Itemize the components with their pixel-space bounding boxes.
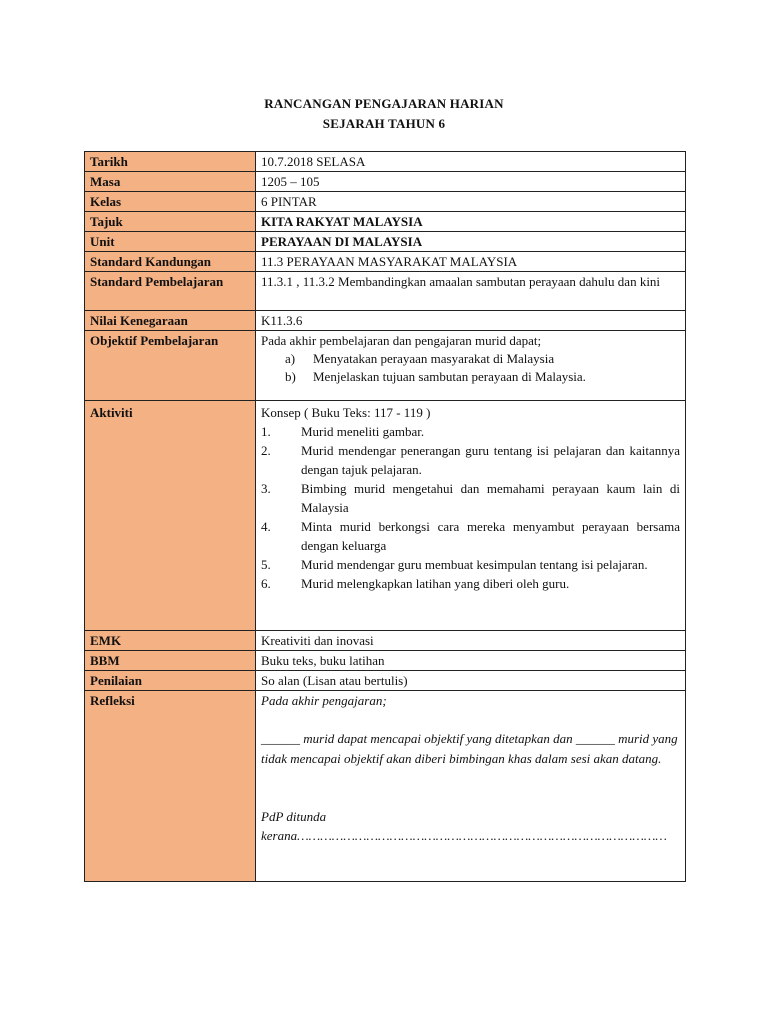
label-tarikh: Tarikh [85,152,256,172]
row-penilaian [85,671,686,691]
row-kelas [85,192,686,212]
row-objektif [85,331,686,401]
value-aktiviti [256,401,686,631]
aktiviti-item [261,441,680,479]
aktiviti-text: Murid melengkapkan latihan yang diberi oleh guru. [301,576,570,591]
aktiviti-text: Murid meneliti gambar. [301,424,425,439]
label-penilaian: Penilaian [85,671,256,691]
objektif-item-text: Menjelaskan tujuan sambutan perayaan di Malaysia. [313,369,586,384]
aktiviti-num: 4. [261,519,271,534]
value-standard-kandungan: 11.3 PERAYAAN MASYARAKAT MALAYSIA [256,252,686,272]
value-tajuk: KITA RAKYAT MALAYSIA [256,212,686,232]
objektif-item [261,350,680,368]
label-kelas: Kelas [85,192,256,212]
aktiviti-num: 1. [261,424,271,439]
row-bbm [85,651,686,671]
value-standard-pembelajaran: 11.3.1 , 11.3.2 Membandingkan amaalan sambutan perayaan dahulu dan kini [256,272,686,311]
lesson-plan-table [84,151,686,882]
label-tajuk: Tajuk [85,212,256,232]
value-bbm: Buku teks, buku latihan [256,651,686,671]
row-masa [85,172,686,192]
aktiviti-text: Murid mendengar penerangan guru tentang isi pelajaran dan kaitannya dengan tajuk pelajaran. [301,443,680,477]
aktiviti-num: 3. [261,481,271,496]
refleksi-intro: Pada akhir pengajaran; [261,693,387,708]
objektif-item [261,368,680,386]
row-standard-kandungan [85,252,686,272]
label-masa: Masa [85,172,256,192]
aktiviti-num: 6. [261,576,271,591]
aktiviti-text: Murid mendengar guru membuat kesimpulan tentang isi pelajaran. [301,557,648,572]
row-emk [85,631,686,651]
label-bbm: BBM [85,651,256,671]
label-refleksi: Refleksi [85,691,256,882]
refleksi-kerana: kerana…………………………………………………………………………………… [261,828,667,843]
aktiviti-item [261,422,680,441]
value-objektif [256,331,686,401]
aktiviti-item [261,517,680,555]
document-title: RANCANGAN PENGAJARAN HARIAN [264,96,504,111]
aktiviti-item [261,479,680,517]
aktiviti-num: 2. [261,443,271,458]
objektif-intro: Pada akhir pembelajaran dan pengajaran murid dapat; [261,333,542,348]
label-unit: Unit [85,232,256,252]
aktiviti-item [261,555,680,574]
refleksi-statement: ______ murid dapat mencapai objektif yang ditetapkan dan ______ murid yang tidak mencapai objektif akan diberi bimbingan khas dalam sesi akan datang. [261,731,678,766]
objektif-item-text: Menyatakan perayaan masyarakat di Malaysia [313,351,555,366]
document-subtitle: SEJARAH TAHUN 6 [322,116,446,131]
label-nilai: Nilai Kenegaraan [85,311,256,331]
value-tarikh: 10.7.2018 SELASA [256,152,686,172]
label-standard-pembelajaran: Standard Pembelajaran [85,272,256,311]
row-standard-pembelajaran [85,272,686,311]
aktiviti-num: 5. [261,557,271,572]
refleksi-pdp-ditunda: PdP ditunda [261,809,327,824]
aktiviti-text: Bimbing murid mengetahui dan memahami perayaan kaum lain di Malaysia [301,481,680,515]
aktiviti-list [261,422,680,593]
aktiviti-intro: Konsep ( Buku Teks: 117 - 119 ) [261,405,431,420]
row-unit [85,232,686,252]
label-aktiviti: Aktiviti [85,401,256,631]
objektif-item-mark: b) [285,369,296,384]
row-tajuk [85,212,686,232]
value-nilai: K11.3.6 [256,311,686,331]
row-tarikh [85,152,686,172]
value-refleksi [256,691,686,882]
label-objektif: Objektif Pembelajaran [85,331,256,401]
label-standard-kandungan: Standard Kandungan [85,252,256,272]
aktiviti-text: Minta murid berkongsi cara mereka menyambut perayaan bersama dengan keluarga [301,519,680,553]
label-emk: EMK [85,631,256,651]
value-masa: 1205 – 105 [256,172,686,192]
row-aktiviti [85,401,686,631]
value-kelas: 6 PINTAR [256,192,686,212]
value-penilaian: So alan (Lisan atau bertulis) [256,671,686,691]
aktiviti-item [261,574,680,593]
value-unit: PERAYAAN DI MALAYSIA [256,232,686,252]
objektif-item-mark: a) [285,351,296,366]
value-emk: Kreativiti dan inovasi [256,631,686,651]
row-nilai [85,311,686,331]
row-refleksi [85,691,686,882]
